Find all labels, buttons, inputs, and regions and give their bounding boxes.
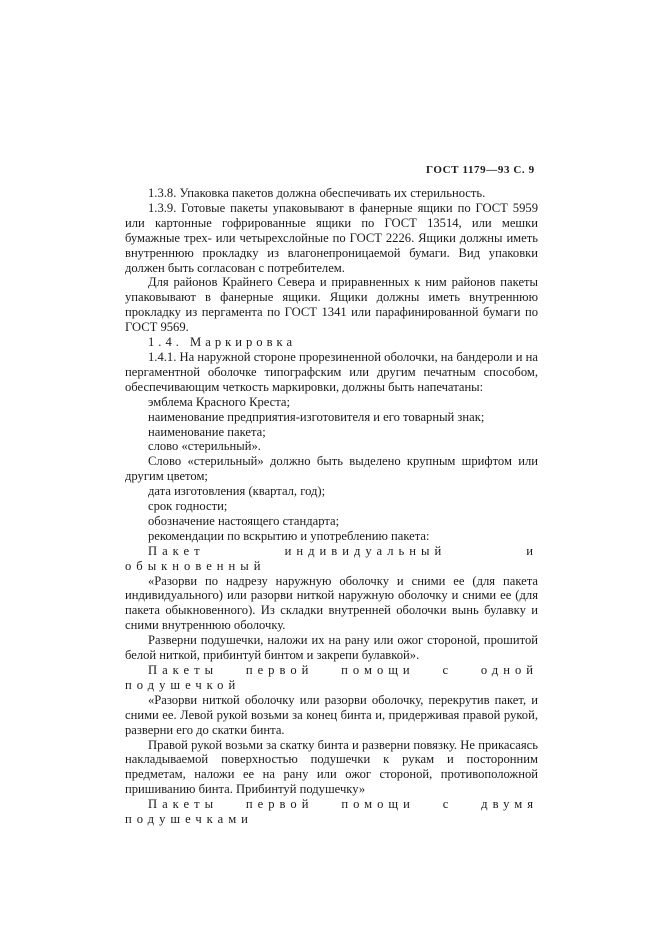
- list-item: рекомендации по вскрытию и употреблению пакета:: [148, 528, 430, 543]
- page-header: ГОСТ 1179—93 С. 9: [426, 164, 535, 176]
- subheading-two-pads: Пакеты первой помощи с двумя подушечками: [125, 797, 538, 827]
- instruction-paragraph: Разверни подушечки, наложи их на рану или ожог стороной, прошитой белой ниткой, прибинтуй бинтом и закрепи булавкой».: [125, 633, 538, 663]
- paragraph-1-4-1: 1.4.1. На наружной стороне прорезиненной оболочки, на бандероли и на пергаментной оболочке типографским или другим печатным способом, обеспечивающим четкость маркировки, должны быть напечатаны:: [125, 349, 538, 394]
- list-item: эмблема Красного Креста;: [148, 394, 290, 409]
- paragraph-1-3-8: 1.3.8. Упаковка пакетов должна обеспечивать их стерильность.: [148, 186, 486, 200]
- list-item: наименование пакета;: [148, 424, 266, 439]
- list-item: слово «стерильный».: [148, 439, 261, 454]
- list-item: дата изготовления (квартал, год);: [148, 484, 326, 499]
- subheading-individual-package: Пакет индивидуальный и обыкновенный: [125, 543, 538, 573]
- instruction-paragraph: Правой рукой возьми за скатку бинта и разверни повязку. Не прикасаясь накладываемой поверхностью подушечки к рукам и посторонним предметам, наложи ее на рану или ожог стороной, противоположной пришиванию бинта. Прибинтуй подушечку»: [125, 737, 538, 797]
- paragraph-font-note: Слово «стерильный» должно быть выделено крупным шрифтом или другим цветом;: [125, 454, 538, 484]
- list-item: срок годности;: [148, 499, 228, 514]
- list-item: наименование предприятия-изготовителя и его товарный знак;: [148, 409, 485, 424]
- paragraph-north-regions: Для районов Крайнего Севера и приравненных к ним районов пакеты упаковывают в фанерные ящики. Ящики должны иметь внутреннюю прокладку из пергамента по ГОСТ 1341 или парафинированной бумаги по ГОСТ 9569.: [125, 275, 538, 335]
- subheading-one-pad: Пакеты первой помощи с одной подушечкой: [125, 663, 538, 692]
- list-item: обозначение настоящего стандарта;: [148, 513, 340, 528]
- section-heading-marking: 1.4. Маркировка: [148, 335, 297, 350]
- document-body: [125, 186, 538, 827]
- instruction-paragraph: «Разорви по надрезу наружную оболочку и сними ее (для пакета индивидуального) или разорви ниткой наружную оболочку и сними ее (для пакета обыкновенного). Из складки внутренней оболочки вынь булавку и сними внутреннюю оболочку.: [125, 573, 538, 633]
- instruction-paragraph: «Разорви ниткой оболочку или разорви оболочку, перекрутив пакет, и сними ее. Левой рукой возьми за конец бинта и, придерживая правой рукой, разверни его до скатки бинта.: [125, 692, 538, 737]
- paragraph-1-3-9: 1.3.9. Готовые пакеты упаковывают в фанерные ящики по ГОСТ 5959 или картонные гофрированные ящики по ГОСТ 13514, или мешки бумажные трех- или четырехслойные по ГОСТ 2226. Ящики должны иметь внутреннюю прокладку из влагонепроницаемой бумаги. Вид упаковки должен быть согласован с потребителем.: [125, 200, 538, 275]
